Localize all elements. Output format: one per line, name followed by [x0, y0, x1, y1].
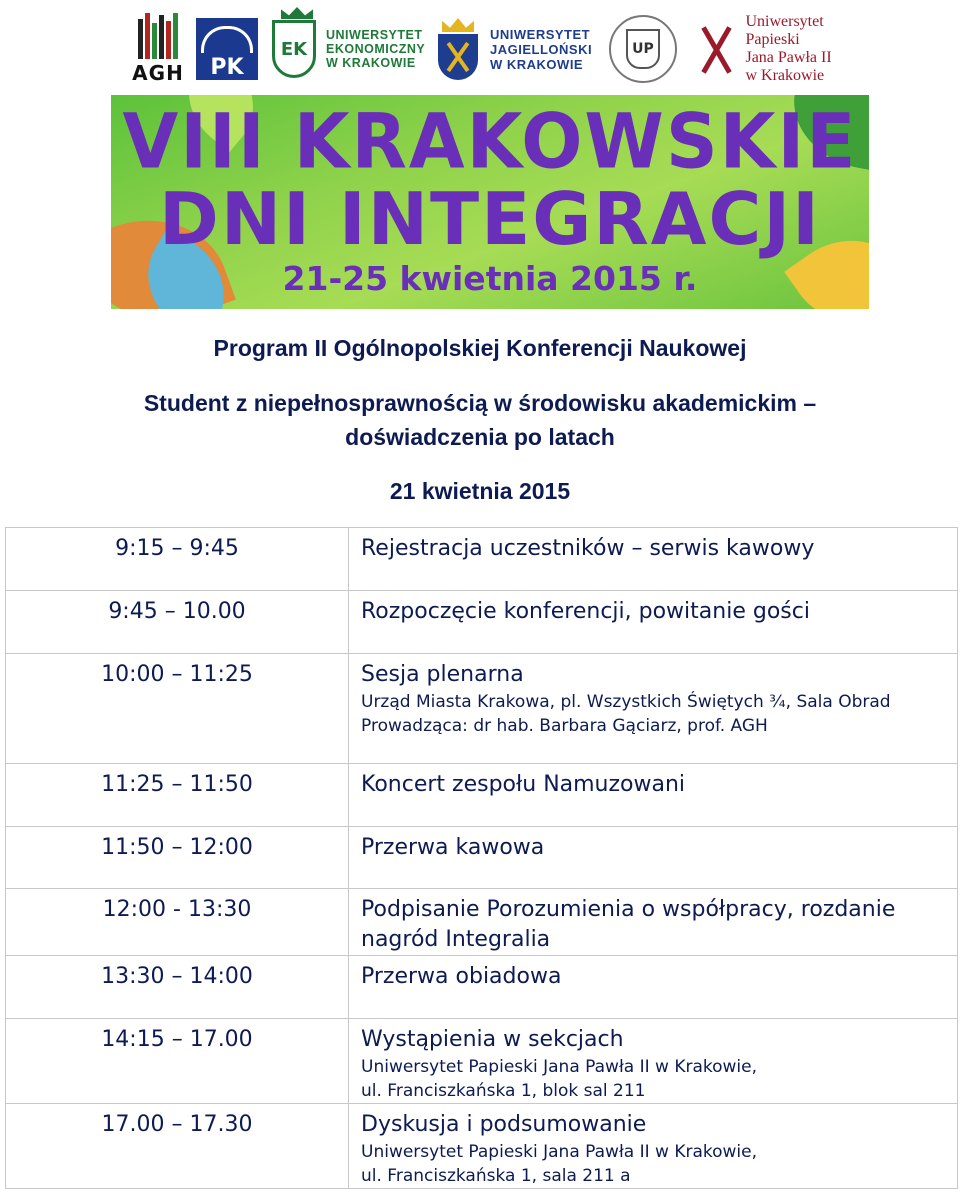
uj-name-line2: JAGIELLOŃSKI [490, 41, 593, 57]
schedule-item [349, 654, 958, 764]
upjp-name-line3: w Krakowie [745, 67, 825, 84]
page-title: Program II Ogólnopolskiej Konferencji Naukowej [213, 335, 747, 361]
ue-name-line3: W KRAKOWIE [326, 56, 416, 70]
schedule-item-detail: ul. Franciszkańska 1, blok sal 211 [361, 1081, 646, 1101]
ue-name-line2: EKONOMICZNY [326, 42, 426, 56]
uj-logo-name [490, 27, 592, 72]
schedule-time: 17.00 – 17.30 [6, 1104, 349, 1189]
crossed-keys-icon [690, 18, 737, 80]
banner-date: 21-25 kwietnia 2015 r. [282, 259, 698, 298]
schedule-time: 12:00 - 13:30 [6, 889, 349, 956]
schedule-item-title: Wystąpienia w sekcjach [361, 1027, 624, 1052]
schedule-row [6, 764, 958, 827]
schedule-item [349, 956, 958, 1019]
schedule-item [349, 827, 958, 889]
schedule-item-title: Podpisanie Porozumienia o współpracy, rozdanie nagród Integralia [361, 897, 896, 952]
pk-arch-icon [201, 26, 253, 53]
schedule-time: 10:00 – 11:25 [6, 654, 349, 764]
uj-logo [436, 8, 601, 90]
upjp-logo [690, 8, 870, 90]
schedule-item-title: Sesja plenarna [361, 662, 524, 687]
schedule-item [349, 1019, 958, 1104]
schedule-table [5, 527, 958, 1189]
agh-logo-text: AGH [132, 61, 184, 85]
schedule-time: 11:50 – 12:00 [6, 827, 349, 889]
up-seal-icon [609, 15, 677, 83]
uj-crest-icon [436, 18, 480, 80]
schedule-item-title: Rozpoczęcie konferencji, powitanie gości [361, 599, 810, 624]
ue-logo-name [326, 28, 425, 70]
ue-logo [272, 8, 432, 90]
schedule-row [6, 528, 958, 591]
up-mark: UP [626, 29, 660, 69]
schedule-time: 11:25 – 11:50 [6, 764, 349, 827]
schedule-item-detail: Uniwersytet Papieski Jana Pawła II w Krakowie, [361, 1142, 758, 1162]
schedule-time: 9:15 – 9:45 [6, 528, 349, 591]
upjp-name-line2: Jana Pawła II [745, 49, 832, 66]
schedule-row [6, 956, 958, 1019]
schedule-item-detail: ul. Franciszkańska 1, sala 211 a [361, 1166, 631, 1186]
schedule-row [6, 1019, 958, 1104]
schedule-row [6, 591, 958, 654]
conference-date: 21 kwietnia 2015 [389, 478, 571, 504]
schedule-item [349, 764, 958, 827]
upjp-name-line1: Uniwersytet Papieski [745, 13, 824, 48]
schedule-item [349, 591, 958, 654]
uj-name-line3: W KRAKOWIE [490, 56, 584, 72]
pk-logo [196, 8, 260, 90]
schedule-time: 13:30 – 14:00 [6, 956, 349, 1019]
ue-shield-icon [272, 20, 316, 78]
schedule-item-title: Dyskusja i podsumowanie [361, 1112, 647, 1137]
schedule-item-title: Przerwa obiadowa [361, 964, 562, 989]
upjp-logo-name [745, 13, 870, 85]
schedule-row [6, 654, 958, 764]
up-logo [608, 8, 678, 90]
banner-title-line2: DNI INTEGRACJI [159, 177, 821, 261]
banner-title-line1: VIII KRAKOWSKIE [122, 96, 858, 186]
schedule-time: 9:45 – 10.00 [6, 591, 349, 654]
schedule-item-detail: Urząd Miasta Krakowa, pl. Wszystkich Świętych ¾, Sala Obrad [361, 692, 891, 712]
agh-logo [130, 8, 186, 90]
schedule-item-title: Koncert zespołu Namuzowani [361, 772, 686, 797]
conference-subtitle-line2: doświadczenia po latach [345, 424, 615, 450]
ue-name-line1: UNIWERSYTET [326, 28, 423, 42]
event-banner [111, 95, 869, 309]
schedule-item-title: Rejestracja uczestników – serwis kawowy [361, 536, 815, 561]
agh-emblem-icon [138, 13, 178, 59]
ue-mark: EK [280, 38, 308, 60]
schedule-time: 14:15 – 17.00 [6, 1019, 349, 1104]
uj-name-line1: UNIWERSYTET [490, 26, 591, 42]
schedule-item-detail: Uniwersytet Papieski Jana Pawła II w Krakowie, [361, 1057, 758, 1077]
schedule-item-title: Przerwa kawowa [361, 835, 545, 860]
schedule-item [349, 528, 958, 591]
pk-logo-text: PK [210, 55, 244, 80]
schedule-item-detail: Prowadząca: dr hab. Barbara Gąciarz, prof. AGH [361, 716, 768, 736]
conference-subtitle-line1: Student z niepełnosprawnością w środowisku akademickim – [143, 390, 817, 416]
schedule-row [6, 827, 958, 889]
schedule-item [349, 889, 958, 956]
schedule-row [6, 889, 958, 956]
university-logos [0, 0, 960, 95]
